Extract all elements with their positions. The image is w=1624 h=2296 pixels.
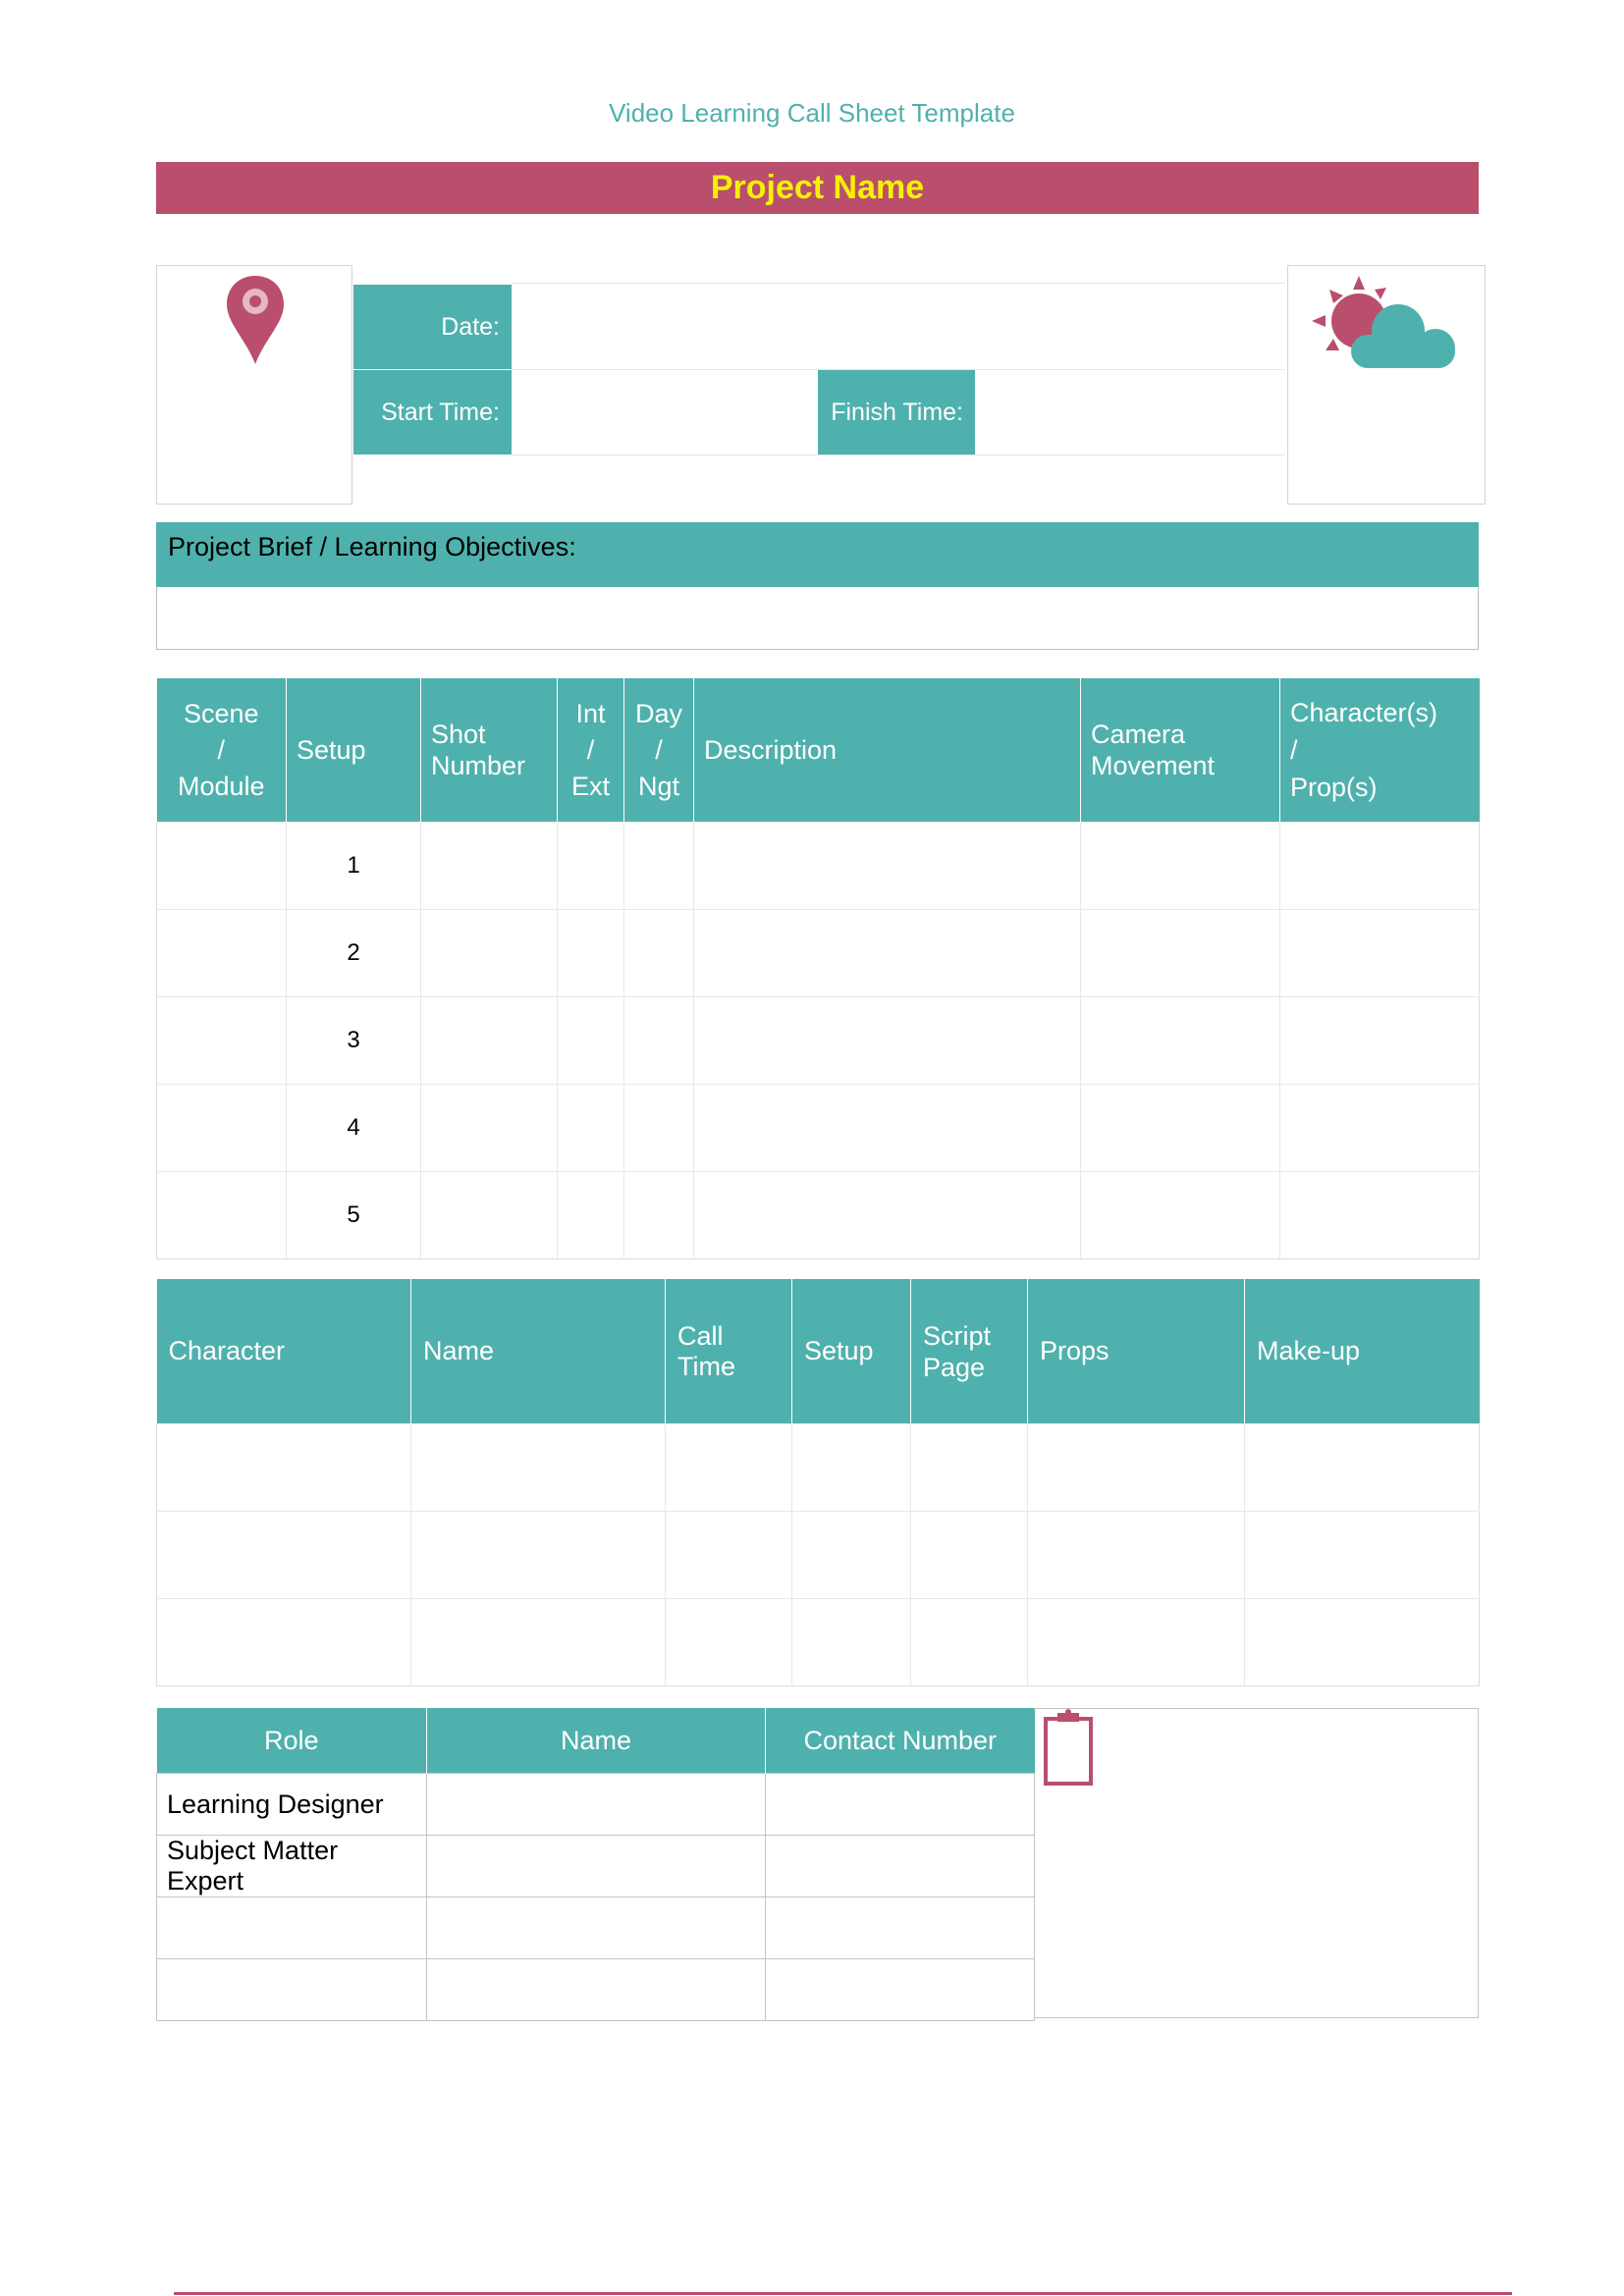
footer-rule	[174, 2292, 1512, 2295]
cast-header-row	[157, 1279, 1480, 1424]
cell[interactable]	[666, 1512, 792, 1599]
cell[interactable]	[766, 1836, 1035, 1897]
cell[interactable]	[694, 1172, 1081, 1259]
finish-time-field[interactable]	[975, 370, 1284, 454]
cell[interactable]	[792, 1599, 911, 1686]
cell[interactable]	[792, 1512, 911, 1599]
cell[interactable]	[157, 1424, 411, 1512]
project-brief-field[interactable]	[156, 587, 1479, 650]
cell[interactable]	[911, 1599, 1028, 1686]
cell[interactable]	[157, 997, 287, 1085]
cell[interactable]	[558, 1172, 624, 1259]
table-row	[157, 910, 1480, 997]
role-cell[interactable]	[157, 1959, 427, 2021]
cell[interactable]	[157, 1599, 411, 1686]
cell[interactable]	[1081, 910, 1280, 997]
cell[interactable]	[792, 1424, 911, 1512]
table-row	[157, 1085, 1480, 1172]
cell[interactable]	[624, 1085, 694, 1172]
cell[interactable]	[766, 1897, 1035, 1959]
col-contact-number: Contact Number	[766, 1708, 1035, 1774]
cell[interactable]	[1245, 1424, 1480, 1512]
cell[interactable]	[911, 1512, 1028, 1599]
col-script-page: Script Page	[911, 1279, 1028, 1424]
cell[interactable]	[911, 1424, 1028, 1512]
cell[interactable]	[624, 910, 694, 997]
cell[interactable]	[766, 1959, 1035, 2021]
col-setup: Setup	[792, 1279, 911, 1424]
cell[interactable]	[624, 823, 694, 910]
document-title: Video Learning Call Sheet Template	[609, 98, 1015, 128]
cell[interactable]	[1280, 823, 1480, 910]
cell[interactable]	[427, 1897, 766, 1959]
cell[interactable]	[1081, 997, 1280, 1085]
table-row	[157, 997, 1480, 1085]
cell[interactable]	[1028, 1424, 1245, 1512]
col-character: Character	[157, 1279, 411, 1424]
project-name-banner[interactable]: Project Name	[156, 162, 1479, 214]
cell[interactable]	[411, 1599, 666, 1686]
col-day-ngt: Day / Ngt	[624, 678, 694, 823]
col-makeup: Make-up	[1245, 1279, 1480, 1424]
setup-number[interactable]: 1	[287, 823, 421, 910]
cell[interactable]	[157, 1172, 287, 1259]
setup-number[interactable]: 2	[287, 910, 421, 997]
finish-time-label: Finish Time:	[818, 370, 975, 454]
col-props: Props	[1028, 1279, 1245, 1424]
cell[interactable]	[1280, 910, 1480, 997]
table-row	[157, 1512, 1480, 1599]
cell[interactable]	[558, 1085, 624, 1172]
shot-list-header-row	[157, 678, 1480, 823]
table-row	[157, 1959, 1035, 2021]
map-pin-icon	[224, 274, 287, 368]
cell[interactable]	[624, 1172, 694, 1259]
location-box	[156, 265, 352, 505]
cell[interactable]	[157, 1512, 411, 1599]
col-int-ext: Int / Ext	[558, 678, 624, 823]
cell[interactable]	[411, 1512, 666, 1599]
cell[interactable]	[624, 997, 694, 1085]
cell[interactable]	[427, 1836, 766, 1897]
cell[interactable]	[1280, 997, 1480, 1085]
role-cell[interactable]: Subject Matter Expert	[157, 1836, 427, 1897]
start-time-field[interactable]	[512, 370, 818, 454]
weather-box	[1287, 265, 1486, 505]
cell[interactable]	[1245, 1599, 1480, 1686]
cell[interactable]	[157, 910, 287, 997]
table-row	[157, 1424, 1480, 1512]
cell[interactable]	[427, 1774, 766, 1836]
crew-contacts-table	[156, 1708, 1035, 2021]
cell[interactable]	[1081, 1172, 1280, 1259]
role-cell[interactable]: Learning Designer	[157, 1774, 427, 1836]
cell[interactable]	[1028, 1512, 1245, 1599]
cell[interactable]	[666, 1424, 792, 1512]
col-setup: Setup	[287, 678, 421, 823]
col-scene-module: Scene / Module	[157, 678, 287, 823]
cell[interactable]	[427, 1959, 766, 2021]
col-description: Description	[694, 678, 1081, 823]
table-row	[157, 1172, 1480, 1259]
cell[interactable]	[1028, 1599, 1245, 1686]
start-time-label: Start Time:	[353, 370, 512, 454]
cell[interactable]	[666, 1599, 792, 1686]
setup-number[interactable]: 3	[287, 997, 421, 1085]
cell[interactable]	[157, 823, 287, 910]
table-row	[157, 823, 1480, 910]
col-camera-movement: Camera Movement	[1081, 678, 1280, 823]
col-shot-number: Shot Number	[421, 678, 558, 823]
cell[interactable]	[558, 823, 624, 910]
cell[interactable]	[421, 823, 558, 910]
table-row	[157, 1599, 1480, 1686]
shot-list-table	[156, 678, 1480, 1259]
table-row	[157, 1836, 1035, 1897]
setup-number[interactable]: 5	[287, 1172, 421, 1259]
cell[interactable]	[157, 1085, 287, 1172]
table-row	[157, 1897, 1035, 1959]
notes-box[interactable]	[1034, 1708, 1479, 2018]
cell[interactable]	[558, 997, 624, 1085]
sun-cloud-icon	[1308, 274, 1465, 382]
cell[interactable]	[766, 1774, 1035, 1836]
date-label: Date:	[353, 285, 512, 369]
role-cell[interactable]	[157, 1897, 427, 1959]
clipboard-icon	[1042, 1709, 1095, 1788]
divider	[512, 283, 1284, 284]
cast-table	[156, 1279, 1480, 1686]
cell[interactable]	[558, 910, 624, 997]
divider	[512, 454, 1284, 455]
col-characters-props: Character(s) / Prop(s)	[1280, 678, 1480, 823]
cell[interactable]	[1081, 823, 1280, 910]
col-call-time: Call Time	[666, 1279, 792, 1424]
cell[interactable]	[694, 1085, 1081, 1172]
cell[interactable]	[694, 910, 1081, 997]
cell[interactable]	[411, 1424, 666, 1512]
cell[interactable]	[694, 997, 1081, 1085]
cell[interactable]	[1245, 1512, 1480, 1599]
cell[interactable]	[1280, 1085, 1480, 1172]
date-field[interactable]	[512, 285, 1284, 369]
cell[interactable]	[421, 1172, 558, 1259]
col-role: Role	[157, 1708, 427, 1774]
cell[interactable]	[421, 1085, 558, 1172]
col-name: Name	[411, 1279, 666, 1424]
col-name: Name	[427, 1708, 766, 1774]
crew-header-row	[157, 1708, 1035, 1774]
setup-number[interactable]: 4	[287, 1085, 421, 1172]
cell[interactable]	[694, 823, 1081, 910]
project-brief-header: Project Brief / Learning Objectives:	[156, 522, 1479, 587]
cell[interactable]	[421, 997, 558, 1085]
cell[interactable]	[1280, 1172, 1480, 1259]
cell[interactable]	[1081, 1085, 1280, 1172]
cell[interactable]	[421, 910, 558, 997]
table-row	[157, 1774, 1035, 1836]
